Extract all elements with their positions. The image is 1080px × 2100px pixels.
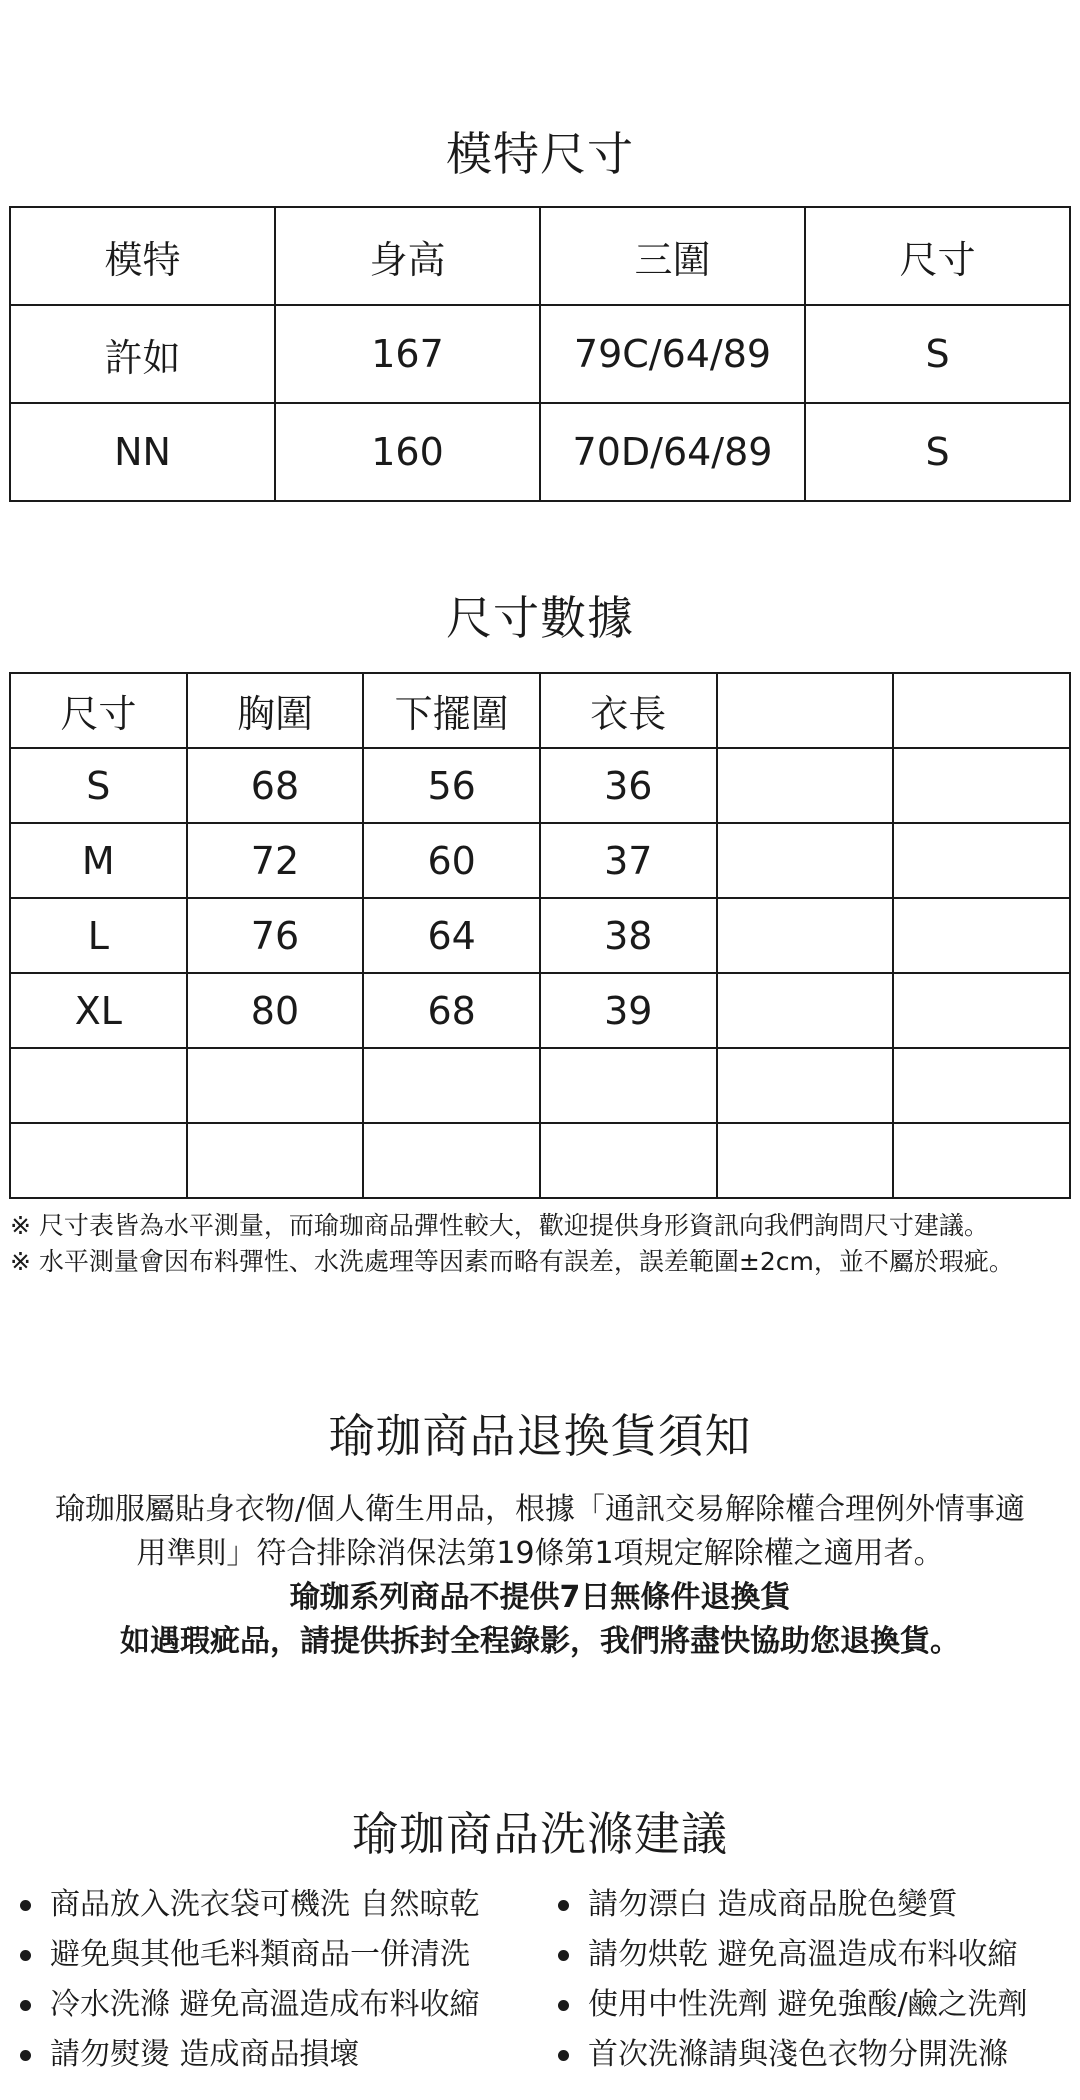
table-header-cell: 衣長: [540, 673, 717, 748]
table-cell: 60: [363, 823, 540, 898]
table-row: [10, 1123, 1070, 1198]
table-header-cell: 尺寸: [10, 673, 187, 748]
size-note: ※ 尺寸表皆為水平測量，而瑜珈商品彈性較大，歡迎提供身形資訊向我們詢問尺寸建議。: [10, 1211, 989, 1240]
table-header-cell: 模特: [10, 207, 275, 305]
size-notes: [10, 1208, 1076, 1280]
table-cell: S: [10, 748, 187, 823]
table-cell: 167: [275, 305, 540, 403]
table-row: [10, 973, 1070, 1048]
table-cell: S: [805, 305, 1070, 403]
table-header-row: [10, 207, 1070, 305]
table-cell: 76: [187, 898, 364, 973]
table-header-cell: [893, 673, 1070, 748]
size-note: ※ 水平測量會因布料彈性、水洗處理等因素而略有誤差，誤差範圍±2cm，並不屬於瑕疵。: [10, 1247, 1014, 1276]
table-cell: [717, 1048, 894, 1123]
list-item: 避免與其他毛料類商品一併清洗: [10, 1930, 480, 1980]
list-item: 請勿烘乾 避免高溫造成布料收縮: [548, 1930, 1028, 1980]
table-row: [10, 823, 1070, 898]
table-cell: [893, 823, 1070, 898]
table-cell: [893, 1048, 1070, 1123]
list-item: 商品放入洗衣袋可機洗 自然晾乾: [10, 1880, 480, 1930]
model-size-table: [9, 206, 1071, 502]
table-cell: [893, 1123, 1070, 1198]
size-data-table: [9, 672, 1071, 1199]
table-cell: [893, 898, 1070, 973]
list-item: 首次洗滌請與淺色衣物分開洗滌: [548, 2030, 1028, 2080]
table-cell: NN: [10, 403, 275, 501]
table-cell: [717, 1123, 894, 1198]
return-policy-title: 瑜珈商品退換貨須知: [328, 1409, 752, 1463]
list-item: 請勿漂白 造成商品脫色變質: [548, 1880, 1028, 1930]
table-cell: 64: [363, 898, 540, 973]
size-data-title: 尺寸數據: [446, 591, 634, 645]
table-header-cell: [717, 673, 894, 748]
table-row: [10, 748, 1070, 823]
table-cell: [540, 1048, 717, 1123]
table-cell: [187, 1048, 364, 1123]
policy-line: 瑜珈服屬貼身衣物/個人衛生用品，根據「通訊交易解除權合理例外情事適: [54, 1492, 1026, 1527]
list-item: 請勿熨燙 造成商品損壞: [10, 2030, 480, 2080]
table-cell: 39: [540, 973, 717, 1048]
table-header-cell: 三圍: [540, 207, 805, 305]
table-cell: 160: [275, 403, 540, 501]
table-header-cell: 下擺圍: [363, 673, 540, 748]
return-policy-text: [10, 1488, 1070, 1664]
policy-bold-line: 如遇瑕疵品，請提供拆封全程錄影，我們將盡快協助您退換貨。: [120, 1624, 960, 1659]
table-cell: 68: [187, 748, 364, 823]
wash-advice-list-left: [10, 1880, 480, 2080]
table-cell: [717, 898, 894, 973]
table-cell: 許如: [10, 305, 275, 403]
table-cell: 68: [363, 973, 540, 1048]
table-cell: [363, 1048, 540, 1123]
table-cell: [540, 1123, 717, 1198]
table-cell: [10, 1123, 187, 1198]
table-cell: [893, 748, 1070, 823]
table-cell: [717, 973, 894, 1048]
table-cell: M: [10, 823, 187, 898]
table-cell: 70D/64/89: [540, 403, 805, 501]
wash-advice-list-right: [548, 1880, 1028, 2080]
table-cell: 72: [187, 823, 364, 898]
table-cell: S: [805, 403, 1070, 501]
policy-line: 用準則」符合排除消保法第19條第1項規定解除權之適用者。: [136, 1536, 944, 1571]
table-header-cell: 尺寸: [805, 207, 1070, 305]
model-size-title: 模特尺寸: [446, 127, 634, 181]
list-item: 冷水洗滌 避免高溫造成布料收縮: [10, 1980, 480, 2030]
table-row: [10, 898, 1070, 973]
table-row: [10, 305, 1070, 403]
wash-advice-title: 瑜珈商品洗滌建議: [352, 1807, 728, 1861]
list-item: 使用中性洗劑 避免強酸/鹼之洗劑: [548, 1980, 1028, 2030]
table-cell: [717, 748, 894, 823]
table-cell: 56: [363, 748, 540, 823]
table-cell: 38: [540, 898, 717, 973]
table-cell: L: [10, 898, 187, 973]
table-cell: 37: [540, 823, 717, 898]
table-row: [10, 1048, 1070, 1123]
policy-bold-line: 瑜珈系列商品不提供7日無條件退換貨: [289, 1580, 791, 1615]
table-cell: [187, 1123, 364, 1198]
table-cell: 36: [540, 748, 717, 823]
table-cell: 80: [187, 973, 364, 1048]
table-cell: [893, 973, 1070, 1048]
table-cell: XL: [10, 973, 187, 1048]
table-cell: 79C/64/89: [540, 305, 805, 403]
table-header-row: [10, 673, 1070, 748]
table-row: [10, 403, 1070, 501]
table-header-cell: 身高: [275, 207, 540, 305]
table-cell: [717, 823, 894, 898]
table-header-cell: 胸圍: [187, 673, 364, 748]
table-cell: [10, 1048, 187, 1123]
table-cell: [363, 1123, 540, 1198]
